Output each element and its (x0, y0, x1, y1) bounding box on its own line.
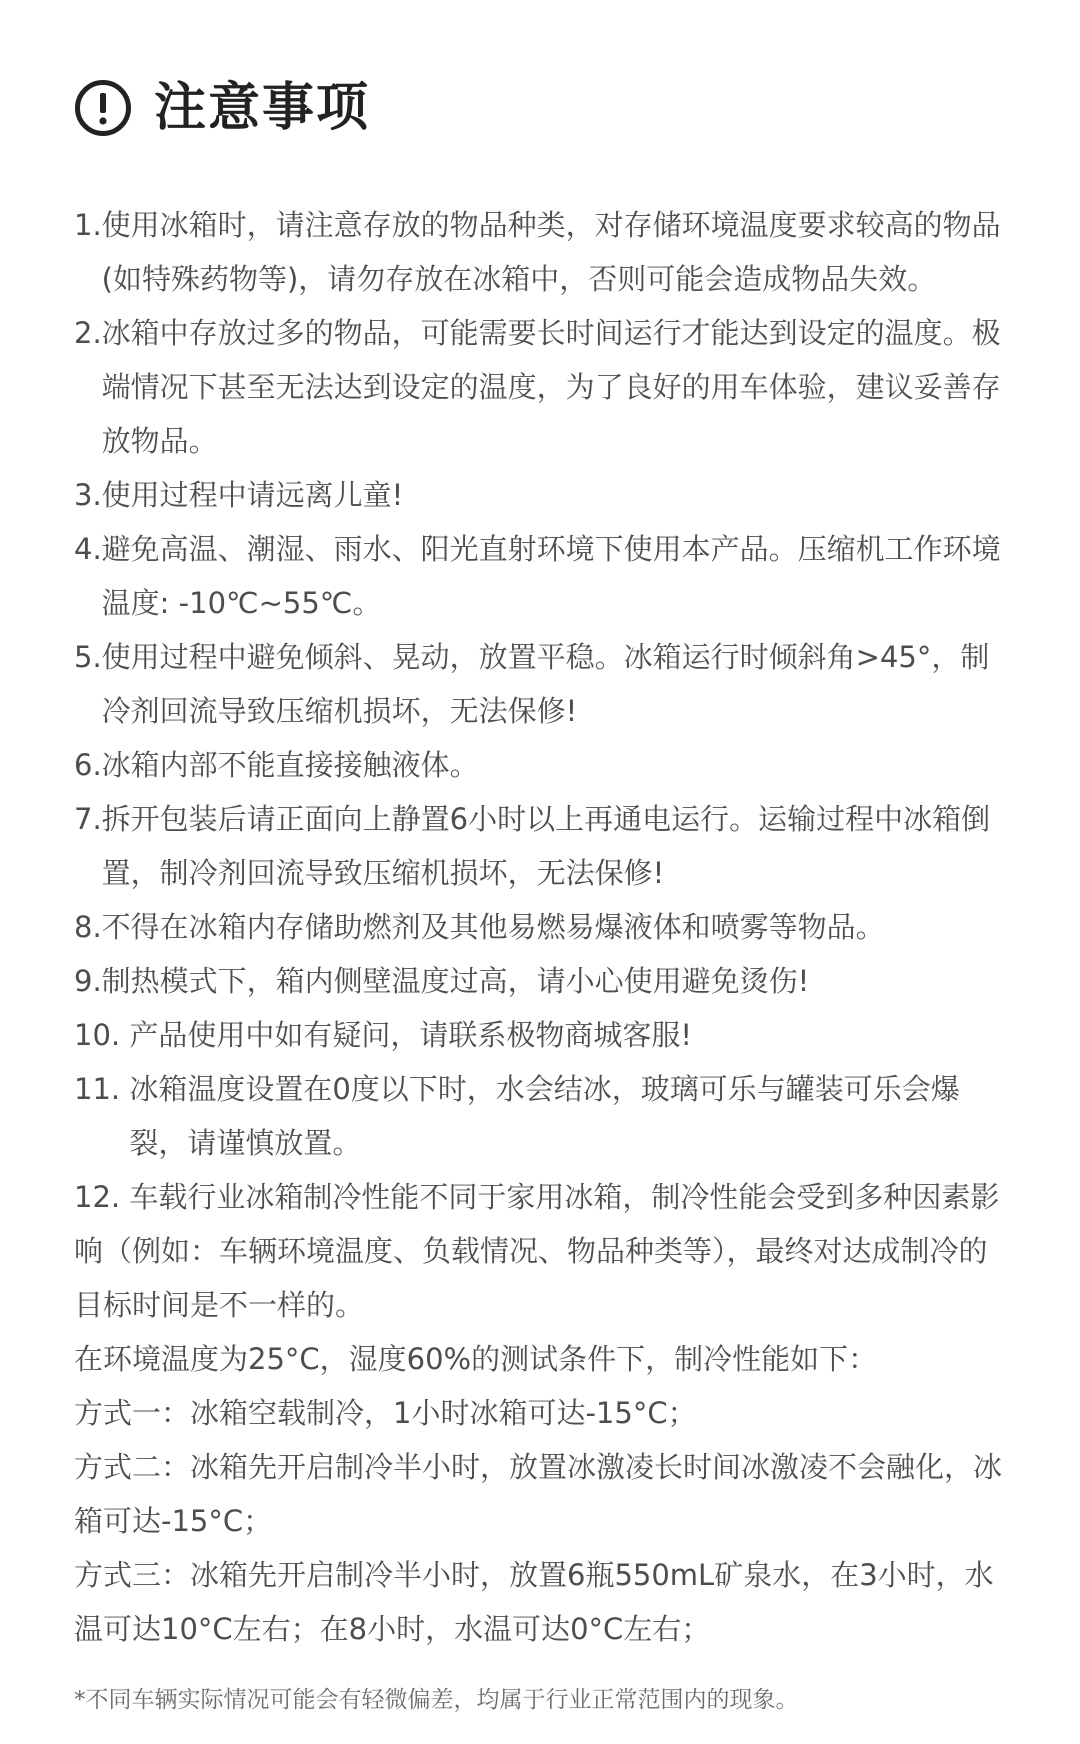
exclamation-circle-icon (74, 79, 132, 137)
item-number: 2. (74, 316, 102, 350)
item-text: 不得在冰箱内存储助燃剂及其他易燃易爆液体和喷雾等物品。 (101, 910, 885, 944)
item-text: 冰箱中存放过多的物品，可能需要长时间运行才能达到设定的温度。极端情况下甚至无法达到设定的温度，为了良好的用车体验，建议妥善存放物品。 (101, 316, 1001, 458)
item-text: 冰箱内部不能直接接触液体。 (101, 748, 479, 782)
item-text: 使用过程中请远离儿童! (101, 478, 404, 512)
item-12-text: 12. 车载行业冰箱制冷性能不同于家用冰箱，制冷性能会受到多种因素影响（例如：车辆环境温度、负载情况、物品种类等），最终对达成制冷的目标时间是不一样的。 (74, 1180, 1000, 1322)
list-item (74, 522, 1010, 630)
list-item (74, 738, 1010, 792)
item-text: 使用冰箱时，请注意存放的物品种类，对存储环境温度要求较高的物品(如特殊药物等)，请勿存放在冰箱中，否则可能会造成物品失效。 (101, 208, 1001, 296)
item-number: 8. (74, 910, 102, 944)
page-title: 注意事项 (154, 78, 371, 138)
notice-list (74, 198, 1010, 1170)
item-number: 11. (74, 1072, 130, 1106)
list-item (74, 954, 1010, 1008)
footnote: *不同车辆实际情况可能会有轻微偏差，均属于行业正常范围内的现象。 (74, 1687, 799, 1713)
list-item (74, 900, 1010, 954)
item-number: 6. (74, 748, 102, 782)
list-item (74, 468, 1010, 522)
item-text: 冰箱温度设置在0度以下时，水会结冰，玻璃可乐与罐装可乐会爆裂，请谨慎放置。 (129, 1072, 960, 1160)
item-text: 制热模式下，箱内侧壁温度过高，请小心使用避免烫伤! (101, 964, 810, 998)
item-text: 拆开包装后请正面向上静置6小时以上再通电运行。运输过程中冰箱倒置，制冷剂回流导致压缩机损坏，无法保修! (101, 802, 991, 890)
list-item (74, 630, 1010, 738)
test-mode-2: 方式二：冰箱先开启制冷半小时，放置冰激凌长时间冰激凌不会融化，冰箱可达-15°C； (74, 1450, 1003, 1538)
item-number: 9. (74, 964, 102, 998)
item-number: 4. (74, 532, 102, 566)
item-text: 产品使用中如有疑问，请联系极物商城客服! (129, 1018, 692, 1052)
list-item (74, 306, 1010, 468)
item-text: 避免高温、潮湿、雨水、阳光直射环境下使用本产品。压缩机工作环境温度: -10℃~55℃。 (101, 532, 1001, 620)
list-item (74, 1062, 1010, 1170)
item-number: 10. (74, 1018, 130, 1052)
list-item (74, 1008, 1010, 1062)
item-text: 使用过程中避免倾斜、晃动，放置平稳。冰箱运行时倾斜角>45°，制冷剂回流导致压缩机损坏，无法保修! (101, 640, 990, 728)
list-item (74, 792, 1010, 900)
item-number: 1. (74, 208, 102, 242)
test-mode-1: 方式一：冰箱空载制冷，1小时冰箱可达-15°C； (74, 1396, 697, 1430)
list-item (74, 198, 1010, 306)
test-mode-3: 方式三：冰箱先开启制冷半小时，放置6瓶550mL矿泉水，在3小时，水温可达10°C左右；在8小时，水温可达0°C左右； (74, 1558, 994, 1646)
header (74, 76, 1010, 140)
item-number: 5. (74, 640, 102, 674)
test-condition: 在环境温度为25°C，湿度60%的测试条件下，制冷性能如下： (74, 1342, 878, 1376)
item-number: 7. (74, 802, 102, 836)
item-number: 3. (74, 478, 102, 512)
